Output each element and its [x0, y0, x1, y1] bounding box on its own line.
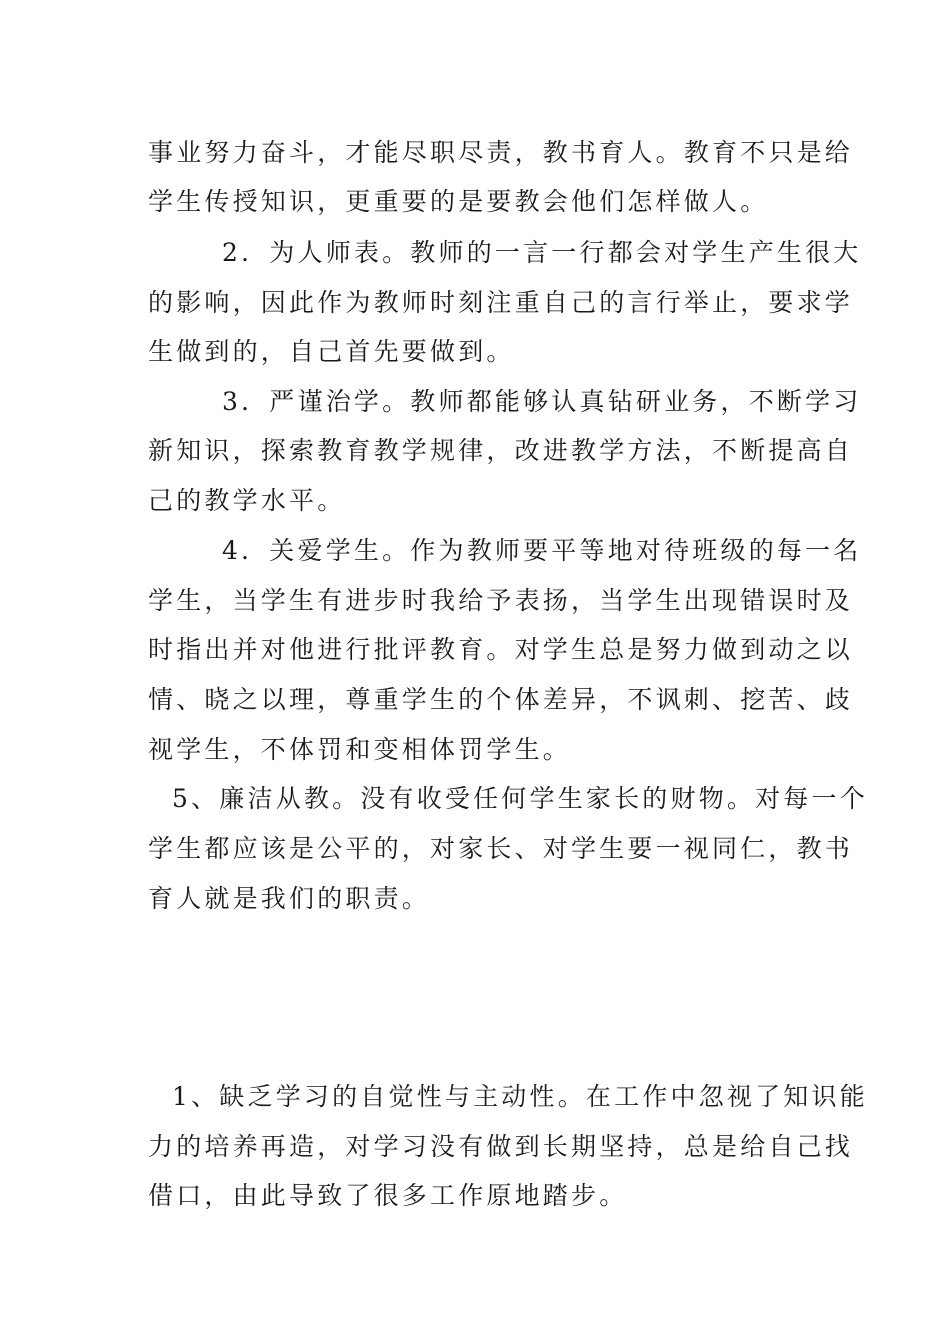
text-line: 3．严谨治学。教师都能够认真钻研业务，不断学习 — [222, 387, 862, 416]
text-line: 力的培养再造，对学习没有做到长期坚持，总是给自己找 — [148, 1132, 854, 1161]
text-line: 的影响，因此作为教师时刻注重自己的言行举止，要求学 — [148, 288, 854, 317]
text-line: 事业努力奋斗，才能尽职尽责，教书育人。教育不只是给 — [148, 138, 854, 167]
text-line: 时指出并对他进行批评教育。对学生总是努力做到动之以 — [148, 635, 854, 664]
text-line: 2．为人师表。教师的一言一行都会对学生产生很大 — [222, 238, 862, 267]
text-line: 4．关爱学生。作为教师要平等地对待班级的每一名 — [222, 536, 862, 565]
text-line: 生做到的，自己首先要做到。 — [148, 337, 515, 366]
text-line: 视学生，不体罚和变相体罚学生。 — [148, 735, 572, 764]
text-line: 5、廉洁从教。没有收受任何学生家长的财物。对每一个 — [172, 784, 868, 813]
text-line: 己的教学水平。 — [148, 486, 346, 515]
text-line: 学生，当学生有进步时我给予表扬，当学生出现错误时及 — [148, 586, 854, 615]
text-line: 新知识，探索教育教学规律，改进教学方法，不断提高自 — [148, 436, 854, 465]
text-line: 学生都应该是公平的，对家长、对学生要一视同仁，教书 — [148, 834, 854, 863]
text-line: 借口，由此导致了很多工作原地踏步。 — [148, 1181, 628, 1210]
text-line: 情、晓之以理，尊重学生的个体差异，不讽刺、挖苦、歧 — [148, 685, 854, 714]
text-line: 育人就是我们的职责。 — [148, 884, 431, 913]
text-line: 学生传授知识，更重要的是要教会他们怎样做人。 — [148, 187, 769, 216]
text-line: 1、缺乏学习的自觉性与主动性。在工作中忽视了知识能 — [172, 1082, 868, 1111]
